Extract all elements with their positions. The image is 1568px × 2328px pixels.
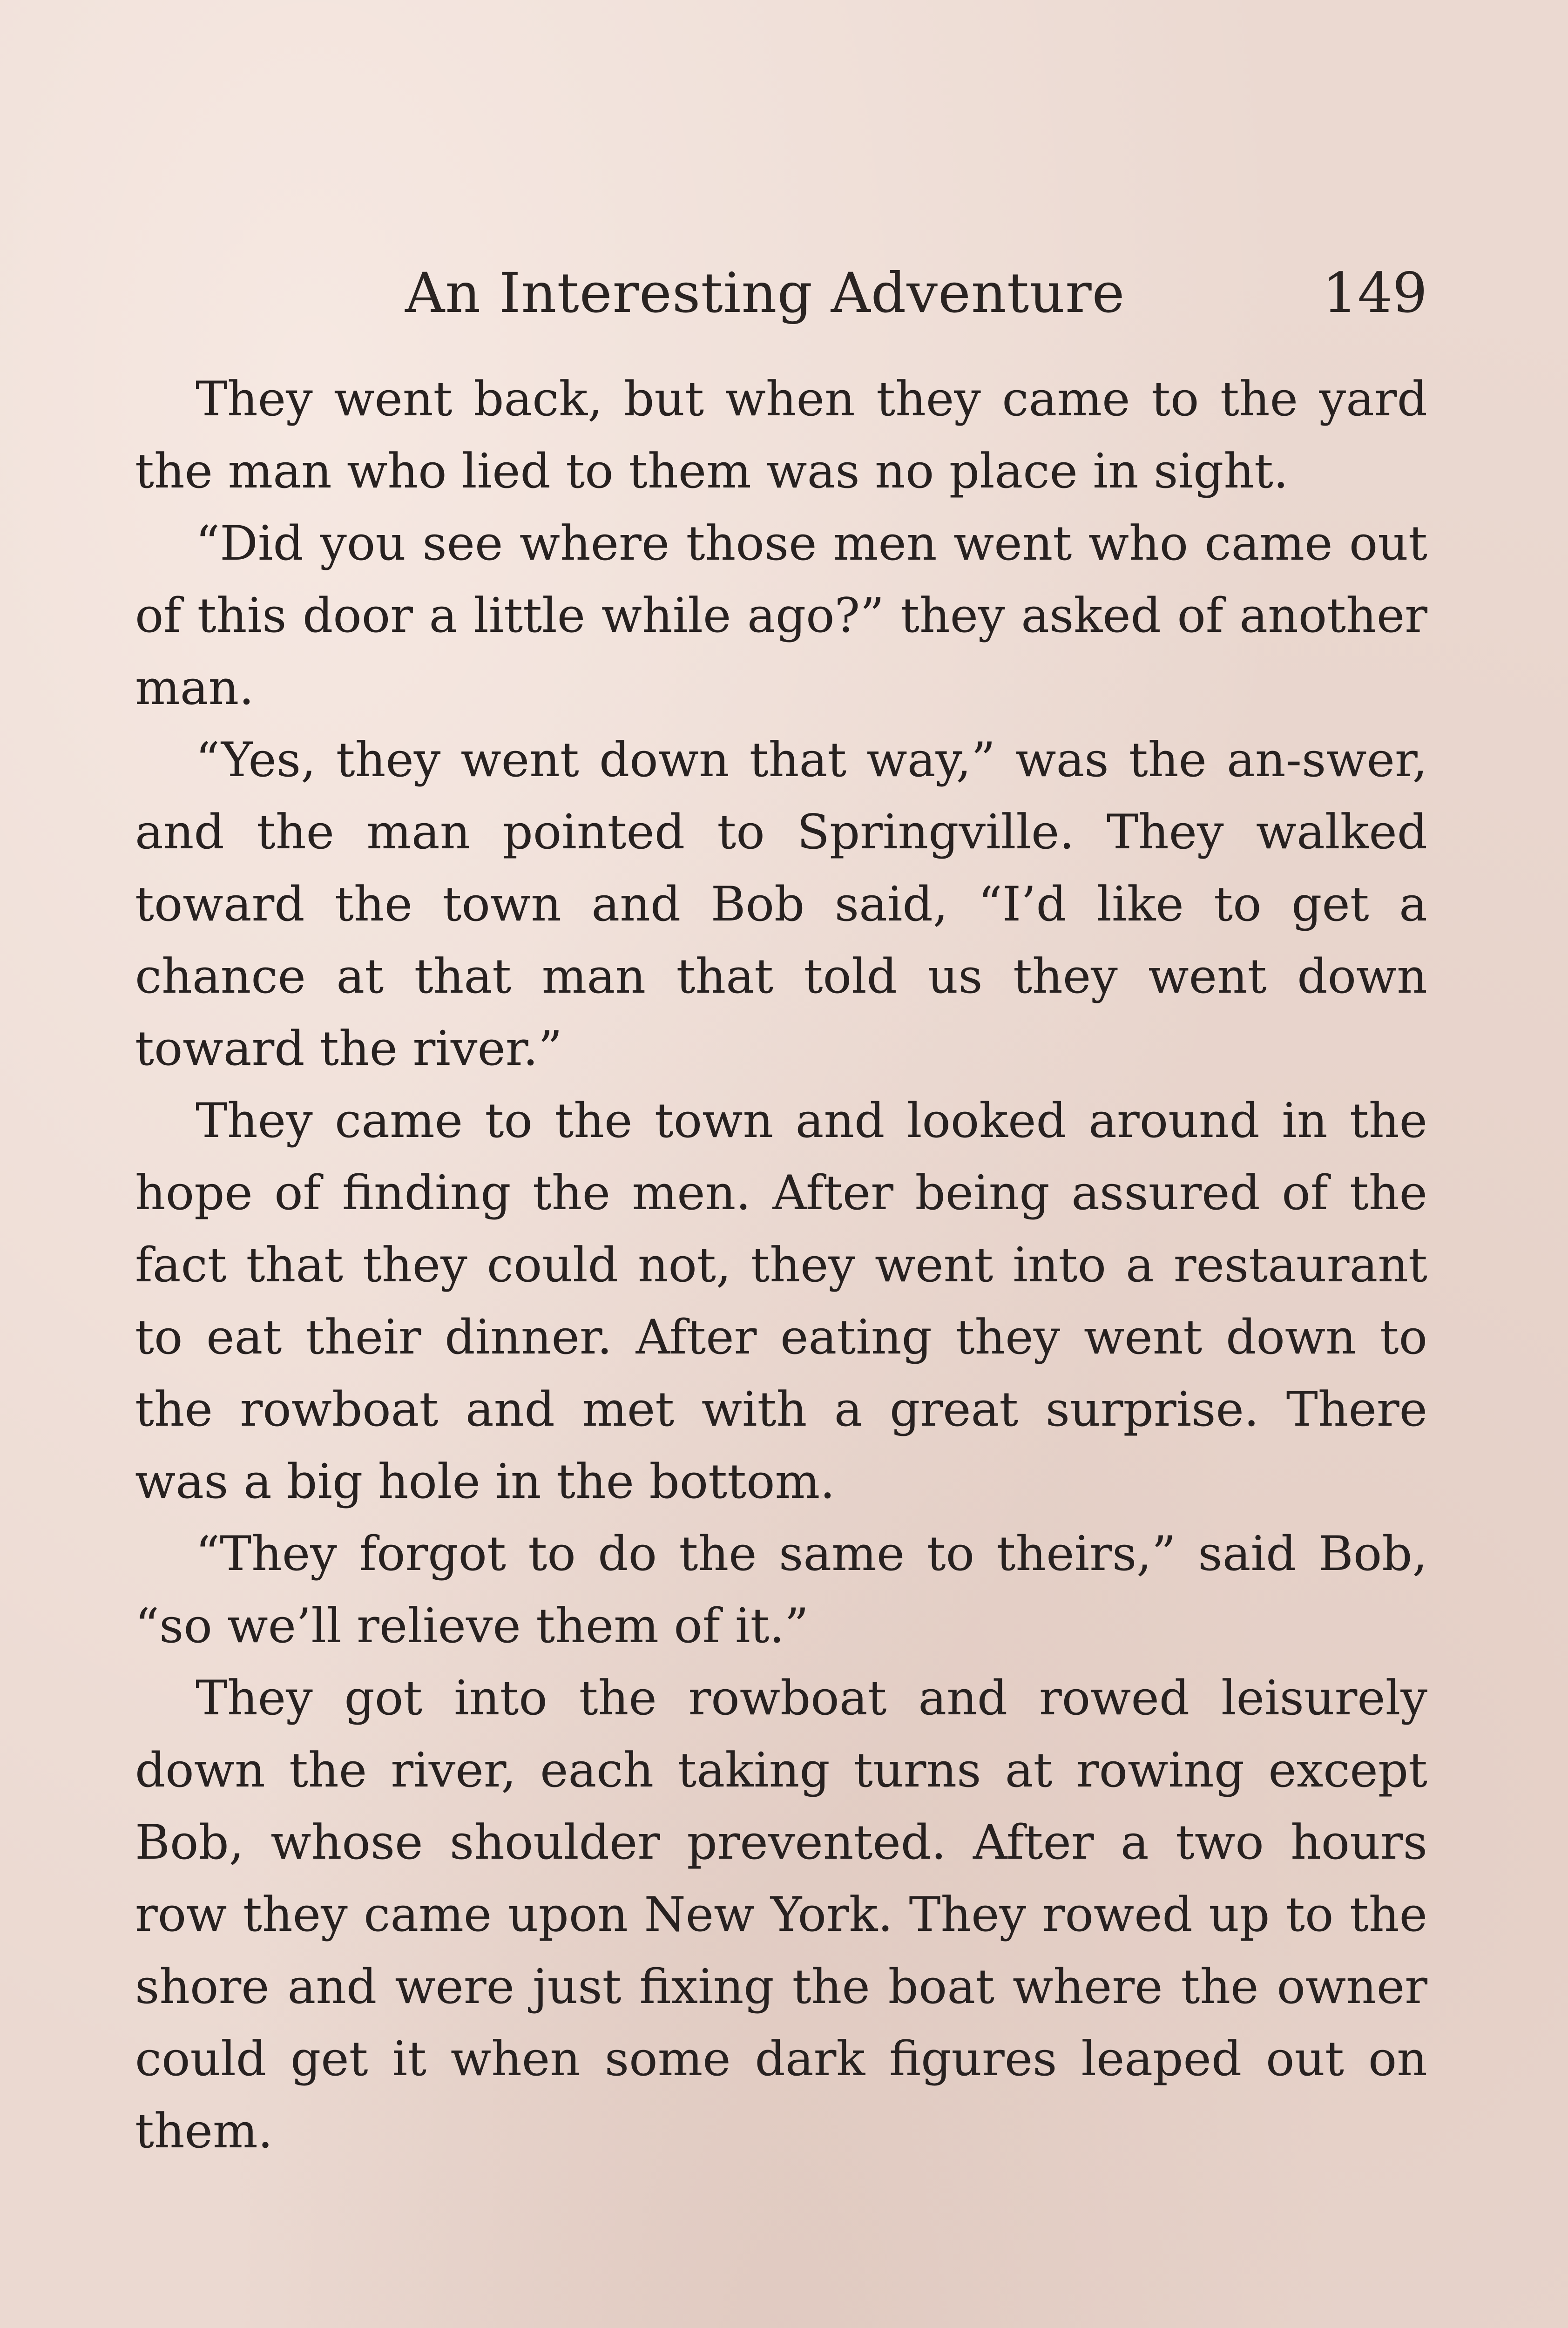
paragraph: “Did you see where those men went who came out of this door a little while ago?” they asked of another man.	[135, 516, 1427, 716]
page-number: 149	[1322, 261, 1427, 325]
paragraph: “They forgot to do the same to theirs,” said Bob, “so we’ll relieve them of it.”	[135, 1526, 1427, 1654]
paragraph: “Yes, they went down that way,” was the an-swer, and the man pointed to Springville. They walked toward the town and Bob said, “I’d like to get a chance at that man that told us they went down toward the river.”	[135, 732, 1427, 1076]
body-text	[135, 363, 1427, 2167]
page-header	[135, 261, 1427, 331]
running-title: An Interesting Adventure	[405, 261, 1125, 325]
paragraph: They got into the rowboat and rowed leisurely down the river, each taking turns at rowing except Bob, whose shoulder prevented. After a two hours row they came upon New York. They rowed up to the shore and were just fixing the boat where the owner could get it when some dark figures leaped out on them.	[135, 1671, 1427, 2159]
paragraph: They went back, but when they came to the yard the man who lied to them was no place in sight.	[135, 372, 1427, 499]
paragraph: They came to the town and looked around in the hope of finding the men. After being assured of the fact that they could not, they went into a restaurant to eat their dinner. After eating they went down to the rowboat and met with a great surprise. There was a big hole in the bottom.	[135, 1093, 1427, 1509]
